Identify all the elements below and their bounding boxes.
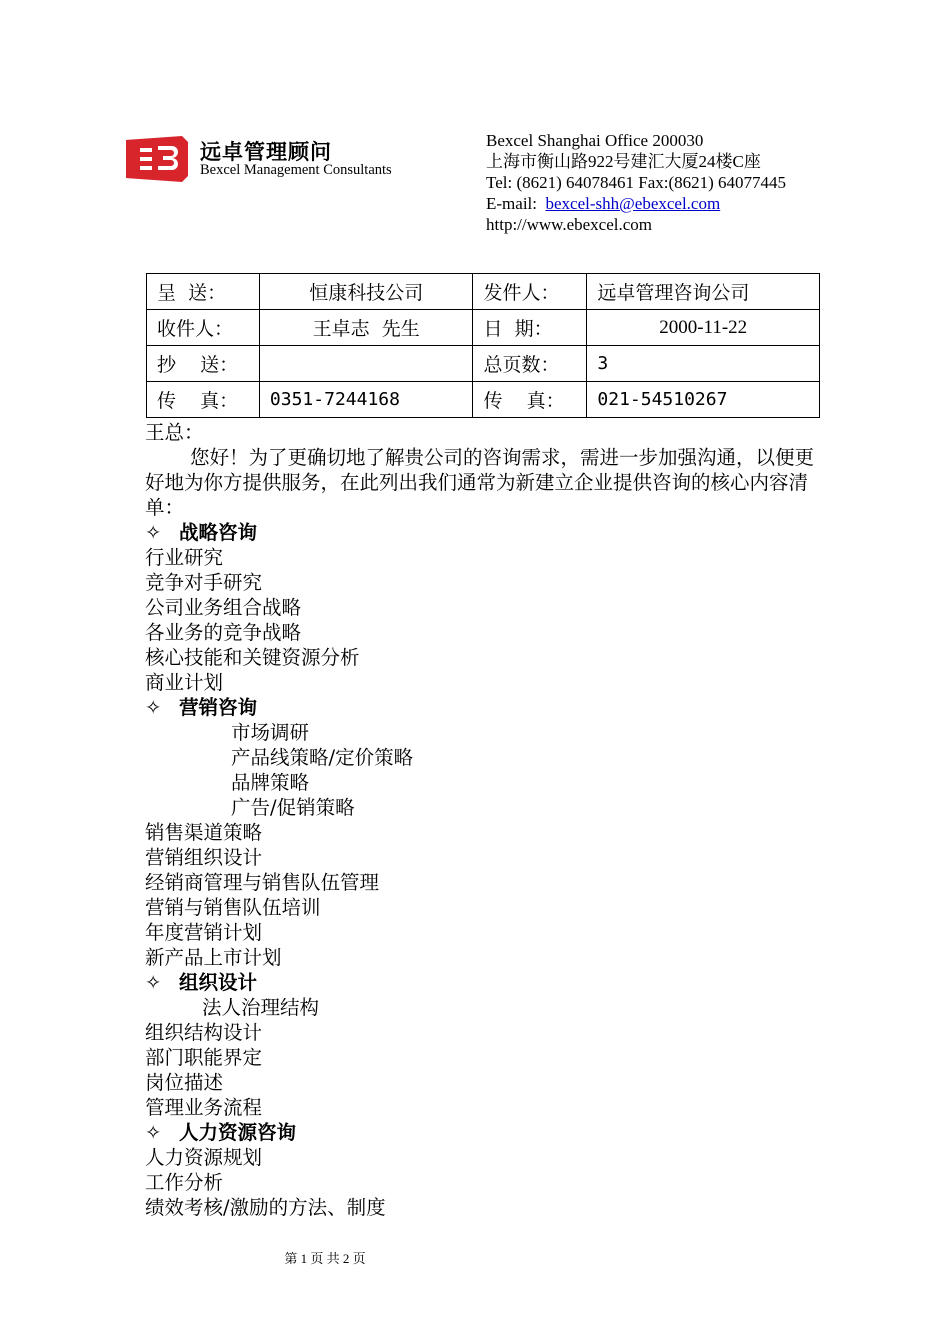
page-footer: 第 1 页 共 2 页 — [284, 1251, 366, 1266]
website-line: http://www.ebexcel.com — [486, 215, 653, 234]
list-item: 产品线策略/定价策略 — [231, 746, 414, 769]
list-item: 行业研究 — [145, 546, 224, 569]
list-item: 各业务的竞争战略 — [145, 621, 302, 644]
table-row — [147, 346, 820, 382]
section-title: 战略咨询 — [179, 521, 258, 544]
section-heading-marketing — [145, 695, 815, 720]
list-item: 岗位描述 — [145, 1071, 224, 1094]
list-item: 管理业务流程 — [145, 1096, 263, 1119]
section-title: 组织设计 — [179, 971, 258, 994]
company-logo — [126, 134, 436, 186]
date-value: 2000-11-22 — [587, 310, 820, 346]
list-item: 广告/促销策略 — [231, 796, 355, 819]
list-item: 部门职能界定 — [145, 1046, 263, 1069]
section-heading-strategy — [145, 520, 815, 545]
diamond-bullet-icon: ✧ — [145, 521, 162, 544]
cc-label: 抄 送： — [147, 346, 260, 382]
total-pages-value: 3 — [587, 346, 820, 382]
email-link[interactable]: bexcel-shh@ebexcel.com — [545, 194, 721, 213]
table-row — [147, 382, 820, 418]
logo-english-name: Bexcel Management Consultants — [200, 162, 392, 178]
recipient-value: 王卓志 先生 — [259, 310, 473, 346]
list-item: 市场调研 — [231, 721, 310, 744]
list-item: 法人治理结构 — [202, 996, 320, 1019]
cc-value — [259, 346, 473, 382]
email-line — [486, 193, 786, 214]
from-label: 发件人： — [473, 274, 587, 310]
to-label: 呈 送： — [147, 274, 260, 310]
fax-to-value: 0351-7244168 — [259, 382, 473, 418]
to-value: 恒康科技公司 — [259, 274, 473, 310]
diamond-bullet-icon: ✧ — [145, 1121, 162, 1144]
fax-to-label: 传 真： — [147, 382, 260, 418]
date-label: 日 期： — [473, 310, 587, 346]
phone-fax-line: Tel: (8621) 64078461 Fax:(8621) 64077445 — [486, 173, 787, 192]
table-row — [147, 310, 820, 346]
email-label: E-mail: — [486, 194, 546, 213]
list-item: 年度营销计划 — [145, 921, 263, 944]
table-row — [147, 274, 820, 310]
list-item: 组织结构设计 — [145, 1021, 263, 1044]
section-heading-organization — [145, 970, 815, 995]
list-item: 竞争对手研究 — [145, 571, 263, 594]
list-item: 绩效考核/激励的方法、制度 — [145, 1196, 386, 1219]
logo-chinese-name: 远卓管理顾问 — [200, 139, 332, 164]
fax-from-label: 传 真： — [473, 382, 587, 418]
diamond-bullet-icon: ✧ — [145, 696, 162, 719]
fax-header-table — [146, 273, 820, 418]
list-item: 营销与销售队伍培训 — [145, 896, 321, 919]
section-heading-hr — [145, 1120, 815, 1145]
section-title: 人力资源咨询 — [179, 1121, 297, 1144]
list-item: 工作分析 — [145, 1171, 224, 1194]
list-item: 商业计划 — [145, 671, 224, 694]
from-value: 远卓管理咨询公司 — [587, 274, 820, 310]
list-item: 品牌策略 — [231, 771, 310, 794]
list-item: 核心技能和关键资源分析 — [145, 646, 360, 669]
list-item: 经销商管理与销售队伍管理 — [145, 871, 380, 894]
intro-paragraph: 您好！为了更确切地了解贵公司的咨询需求，需进一步加强沟通，以便更好地为你方提供服务，在此列出我们通常为新建立企业提供咨询的核心内容清单： — [145, 446, 815, 519]
salutation: 王总： — [145, 421, 204, 444]
address-line: 上海市衡山路922号建汇大厦24楼C座 — [486, 152, 761, 171]
list-item: 营销组织设计 — [145, 846, 263, 869]
section-title: 营销咨询 — [179, 696, 258, 719]
list-item: 人力资源规划 — [145, 1146, 263, 1169]
contact-address-block — [486, 130, 786, 235]
office-line: Bexcel Shanghai Office 200030 — [486, 131, 704, 150]
fax-from-value: 021-54510267 — [587, 382, 820, 418]
list-item: 公司业务组合战略 — [145, 596, 302, 619]
bexcel-logo-icon — [126, 136, 192, 182]
list-item: 新产品上市计划 — [145, 946, 282, 969]
list-item: 销售渠道策略 — [145, 821, 263, 844]
total-pages-label: 总页数： — [473, 346, 587, 382]
diamond-bullet-icon: ✧ — [145, 971, 162, 994]
letter-body — [145, 420, 815, 1220]
recipient-label: 收件人： — [147, 310, 260, 346]
